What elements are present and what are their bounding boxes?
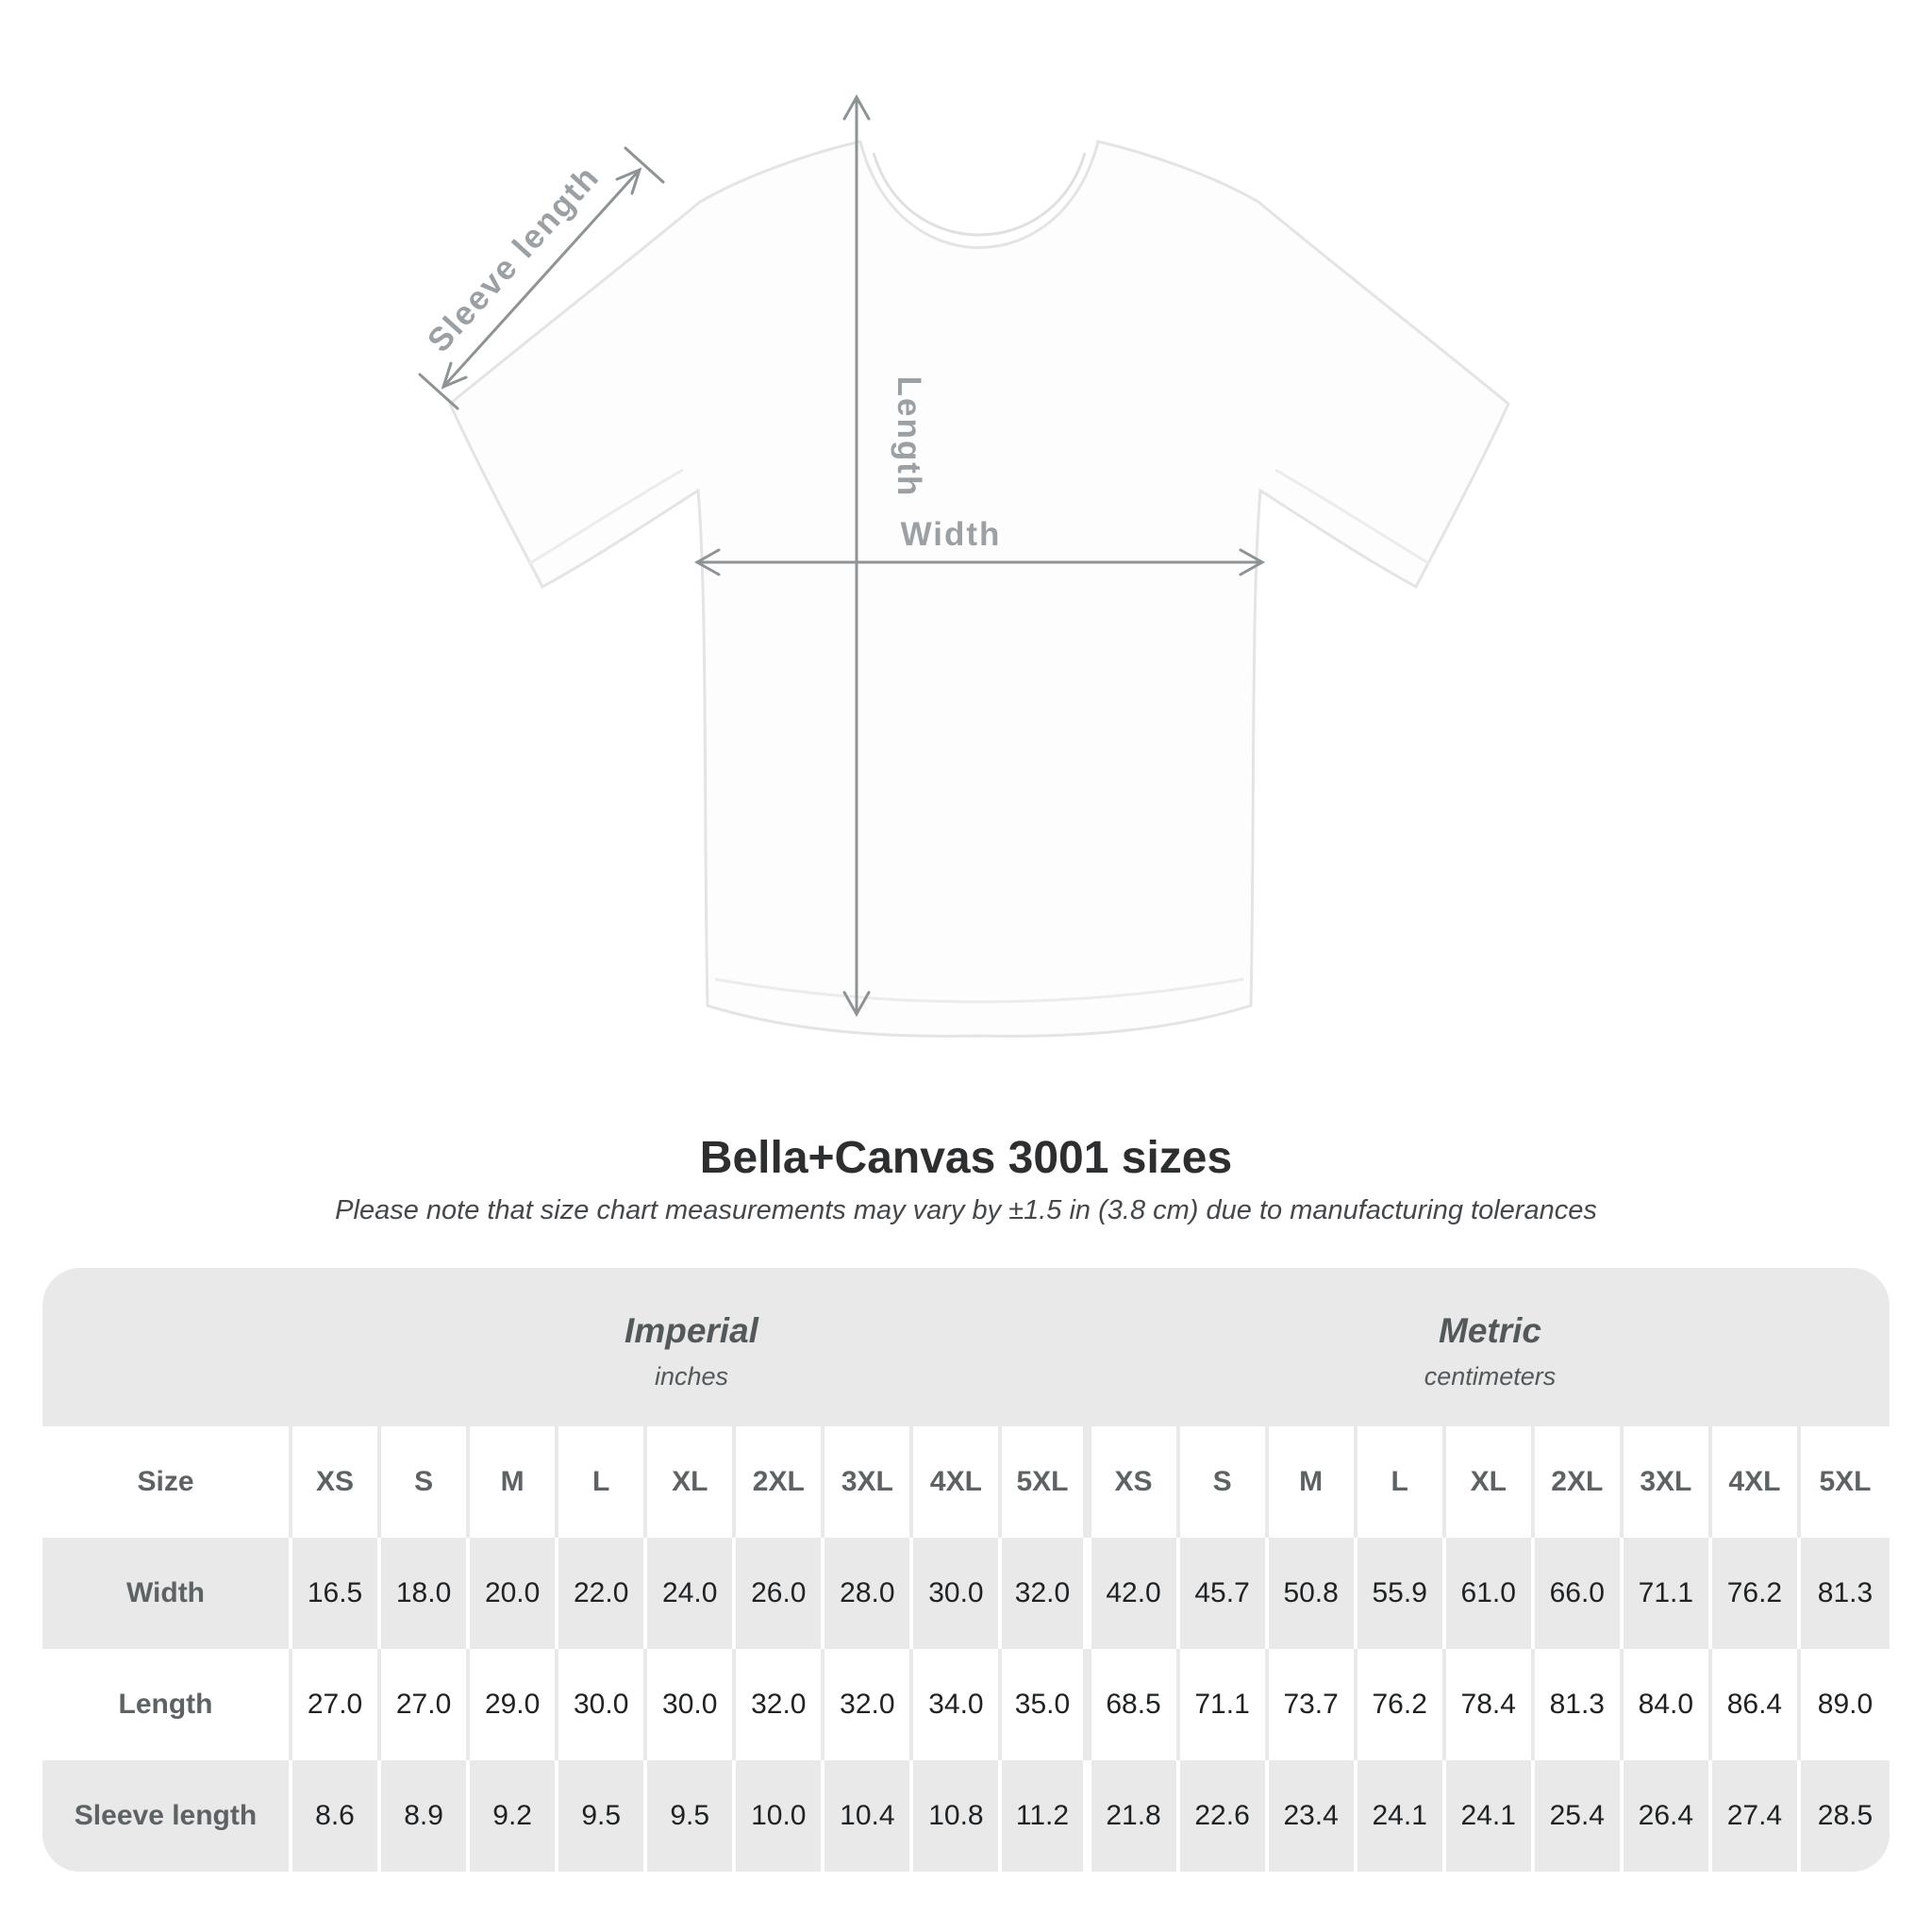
size-table-card bbox=[42, 1268, 1890, 1872]
size-value-cell: 8.6 bbox=[292, 1760, 381, 1872]
length-label: Length bbox=[891, 375, 927, 498]
size-value-cell: 66.0 bbox=[1535, 1538, 1624, 1649]
unit-groups-row bbox=[42, 1268, 1890, 1426]
table-row-length bbox=[42, 1649, 1890, 1760]
size-value-cell: 32.0 bbox=[824, 1649, 913, 1760]
size-value-cell: 27.0 bbox=[381, 1649, 470, 1760]
size-value-cell: 26.4 bbox=[1624, 1760, 1712, 1872]
size-value-cell: 61.0 bbox=[1446, 1538, 1535, 1649]
size-col-header: 3XL bbox=[824, 1426, 913, 1538]
sleeve-length-label: Sleeve length bbox=[420, 158, 608, 359]
row-label-sleeve-length: Sleeve length bbox=[42, 1760, 292, 1872]
size-col-header: XL bbox=[647, 1426, 736, 1538]
table-header-row bbox=[42, 1426, 1890, 1538]
unit-group-metric-name: Metric bbox=[1439, 1310, 1541, 1350]
size-value-cell: 30.0 bbox=[647, 1649, 736, 1760]
unit-group-imperial-unit: inches bbox=[654, 1361, 729, 1391]
size-value-cell: 27.0 bbox=[292, 1649, 381, 1760]
size-value-cell: 16.5 bbox=[292, 1538, 381, 1649]
size-value-cell: 10.4 bbox=[824, 1760, 913, 1872]
page-subtitle: Please note that size chart measurements may vary by ±1.5 in (3.8 cm) due to manufacturing tolerances bbox=[335, 1195, 1597, 1225]
size-value-cell: 89.0 bbox=[1817, 1689, 1874, 1720]
size-value-cell: 22.6 bbox=[1180, 1760, 1269, 1872]
size-value-cell: 76.2 bbox=[1712, 1538, 1801, 1649]
size-col-header: L bbox=[558, 1426, 647, 1538]
unit-groups-spacer bbox=[42, 1268, 292, 1426]
size-col-header: 5XL bbox=[1002, 1426, 1091, 1538]
size-value-cell: 81.3 bbox=[1817, 1577, 1874, 1608]
size-value-cell: 68.5 bbox=[1091, 1649, 1180, 1760]
size-value-cell: 55.9 bbox=[1357, 1538, 1446, 1649]
size-value-cell: 45.7 bbox=[1180, 1538, 1269, 1649]
size-col-header: 2XL bbox=[736, 1426, 824, 1538]
size-value-cell: 32.0 bbox=[736, 1649, 824, 1760]
unit-group-metric bbox=[1091, 1268, 1890, 1426]
unit-group-imperial-name: Imperial bbox=[625, 1310, 758, 1350]
size-col-header: 3XL bbox=[1624, 1426, 1712, 1538]
size-value-cell: 86.4 bbox=[1712, 1649, 1801, 1760]
unit-group-metric-unit: centimeters bbox=[1424, 1361, 1557, 1391]
size-col-header: M bbox=[1269, 1426, 1357, 1538]
size-value-cell: 84.0 bbox=[1624, 1649, 1712, 1760]
size-col-header: 4XL bbox=[913, 1426, 1002, 1538]
size-value-cell: 21.8 bbox=[1091, 1760, 1180, 1872]
size-value-cell: 10.8 bbox=[913, 1760, 1002, 1872]
size-col-header: 2XL bbox=[1535, 1426, 1624, 1538]
table-row-width bbox=[42, 1538, 1890, 1649]
size-value-cell: 71.1 bbox=[1180, 1649, 1269, 1760]
size-value-cell: 24.1 bbox=[1446, 1760, 1535, 1872]
size-col-header: S bbox=[1180, 1426, 1269, 1538]
size-value-cell: 50.8 bbox=[1269, 1538, 1357, 1649]
size-value-cell: 18.0 bbox=[381, 1538, 470, 1649]
size-value-cell: 81.3 bbox=[1535, 1649, 1624, 1760]
size-value-cell: 10.0 bbox=[736, 1760, 824, 1872]
size-value-cell: 9.2 bbox=[470, 1760, 558, 1872]
width-label: Width bbox=[900, 516, 1002, 553]
size-column-header: Size bbox=[42, 1426, 292, 1538]
size-value-cell: 28.0 bbox=[824, 1538, 913, 1649]
row-label-length: Length bbox=[42, 1649, 292, 1760]
size-value-cell: 29.0 bbox=[470, 1649, 558, 1760]
size-col-header: XL bbox=[1446, 1426, 1535, 1538]
size-col-header: 5XL bbox=[1819, 1466, 1872, 1497]
size-value-cell: 32.0 bbox=[1002, 1538, 1091, 1649]
size-value-cell: 22.0 bbox=[558, 1538, 647, 1649]
size-col-header: 4XL bbox=[1712, 1426, 1801, 1538]
size-value-cell: 27.4 bbox=[1712, 1760, 1801, 1872]
size-value-cell: 78.4 bbox=[1446, 1649, 1535, 1760]
tshirt-body bbox=[450, 142, 1508, 1036]
size-col-header: S bbox=[381, 1426, 470, 1538]
size-value-cell: 76.2 bbox=[1357, 1649, 1446, 1760]
row-label-width: Width bbox=[42, 1538, 292, 1649]
size-value-cell: 42.0 bbox=[1091, 1538, 1180, 1649]
size-value-cell: 8.9 bbox=[381, 1760, 470, 1872]
size-col-header: XS bbox=[1091, 1426, 1180, 1538]
size-col-header: M bbox=[470, 1426, 558, 1538]
table-row-sleeve-length bbox=[42, 1760, 1890, 1872]
size-value-cell: 24.0 bbox=[647, 1538, 736, 1649]
size-value-cell: 25.4 bbox=[1535, 1760, 1624, 1872]
unit-group-imperial bbox=[292, 1268, 1091, 1426]
size-value-cell: 24.1 bbox=[1357, 1760, 1446, 1872]
size-value-cell: 35.0 bbox=[1002, 1649, 1091, 1760]
tshirt-graphic bbox=[450, 142, 1508, 1036]
size-value-cell: 23.4 bbox=[1269, 1760, 1357, 1872]
size-col-header: XS bbox=[292, 1426, 381, 1538]
size-value-cell: 30.0 bbox=[913, 1538, 1002, 1649]
size-value-cell: 11.2 bbox=[1002, 1760, 1091, 1872]
size-value-cell: 26.0 bbox=[736, 1538, 824, 1649]
size-col-header: L bbox=[1357, 1426, 1446, 1538]
size-value-cell: 30.0 bbox=[558, 1649, 647, 1760]
size-value-cell: 71.1 bbox=[1624, 1538, 1712, 1649]
size-value-cell: 20.0 bbox=[470, 1538, 558, 1649]
size-value-cell: 73.7 bbox=[1269, 1649, 1357, 1760]
size-value-cell: 28.5 bbox=[1817, 1800, 1874, 1831]
size-value-cell: 34.0 bbox=[913, 1649, 1002, 1760]
size-value-cell: 9.5 bbox=[558, 1760, 647, 1872]
size-value-cell: 9.5 bbox=[647, 1760, 736, 1872]
page-title: Bella+Canvas 3001 sizes bbox=[699, 1133, 1233, 1183]
